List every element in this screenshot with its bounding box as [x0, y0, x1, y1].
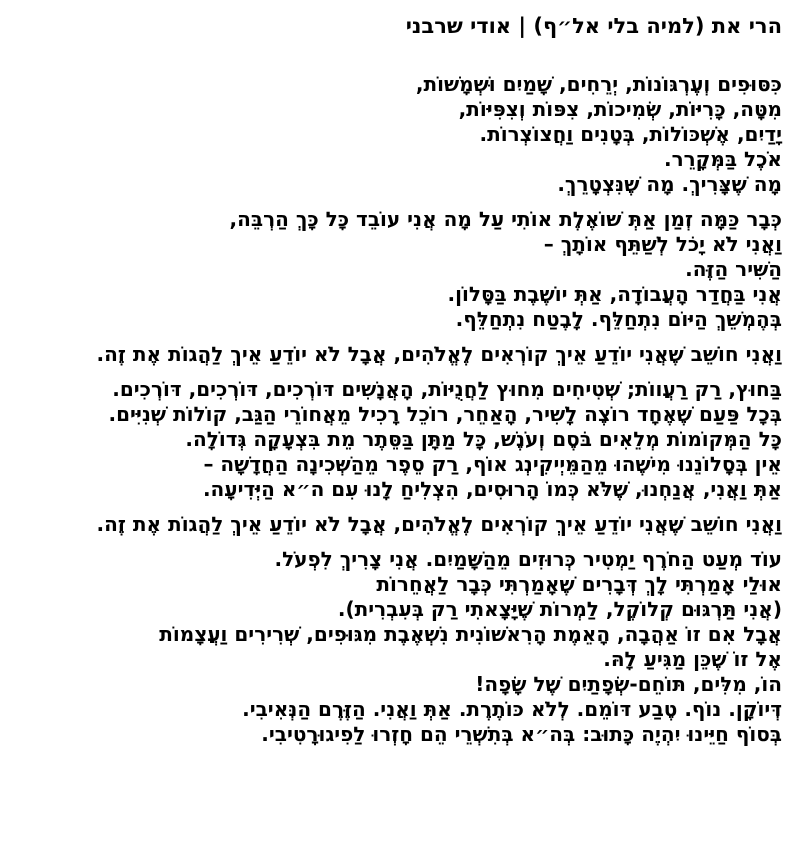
poem-line: הַשִּׁיר הַזֶּה.: [685, 257, 782, 281]
poem-line: אַתְּ וַאֲנִי, אֲנַחְנוּ, שֶׁלֹּא כְּמוֹ הָרוּסִים, הִצְלִיחַ לָנוּ עִם ה״א הַיְּדִיעָה.: [202, 477, 782, 501]
poem-line: בְּהֶמְשֵׁךְ הַיּוֹם נִתְחַלֵּף. לָבֶטַח נִתְחַלֵּף.: [455, 307, 782, 331]
poem-stanza: [14, 547, 782, 747]
poem-line: מִטָּה, כָּרִיּוֹת, שְׂמִיכוֹת, צִפּוֹת וְצִפִּיּוֹת,: [458, 97, 782, 121]
poem-line: הוֹ, מִלִּים, תּוֹחֵם-שְׂפָתַיִם שֶׁל שָׂפָה!: [475, 672, 782, 696]
poem-line: יָדַיִם, אֶשְׁכּוֹלוֹת, בְּטָנִים וַחֲצוֹצְרוֹת.: [479, 122, 782, 146]
poem-line: אֶל זוֹ שֶׁכֵּן מַגִּיעַ לָהּ.: [603, 647, 782, 671]
poem-line: בְּכָל פַּעַם שֶׁאֶחָד רוֹצֶה לָשִׁיר, הָאַחֵר, רוֹכֵל רָכִיל מֵאֲחוֹרֵי הַגַּב, קוֹלוֹת שְׁנִיִּים.: [108, 402, 782, 426]
poem-line: מָה שֶׁצָּרִיךְ. מָה שֶׁנִּצְטָרֵךְ.: [557, 172, 782, 196]
poem-line: בַּחוּץ, רַק רַעֲווֹת; שְׁטִיחִים מִחוּץ לַחֲנֻיּוֹת, הָאֲנָשִׁים דּוֹרְכִים, דּוֹרְכִים, דּוֹרְכִים.: [112, 377, 782, 401]
poem-line: אוּלַי אָמַרְתִּי לָךְ דְּבָרִים שֶׁאָמַרְתִּי כְּבָר לַאֲחֵרוֹת: [376, 572, 782, 596]
poem-line: וַאֲנִי חוֹשֵׁב שֶׁאֲנִי יוֹדֵעַ אֵיךְ קוֹרְאִים לֶאֱלֹהִים, אֲבָל לֹא יוֹדֵעַ אֵיךְ לַהֲגוֹת אֶת זֶה.: [96, 512, 782, 536]
poem-body: [14, 72, 782, 747]
poem-title: הרי את (למיה בלי אל״ף) | אודי שרבני: [405, 14, 782, 38]
poem-line: כִּסּוּפִים וְעֶרְגּוֹנוֹת, יְרֵחִים, שָׁמַיִם וּשְׁמָשׁוֹת,: [415, 72, 782, 96]
poem-line: אֲנִי בַּחֲדַר הָעֲבוֹדָה, אַתְּ יוֹשֶׁבֶת בַּסָּלוֹן.: [447, 282, 782, 306]
poem-stanza: [14, 72, 782, 197]
poem-stanza: [14, 207, 782, 332]
poem-line: אֵין בְּסָלוֹנֵנוּ מִישֶׁהוּ מֵהַמֵּיְיקִינְג אוֹף, רַק סֵפֶר מֵהַשְּׁכִינָה הַחֲדָשָׁה –: [203, 452, 782, 476]
poem-line: אֲבָל אִם זוֹ אַהֲבָה, הָאֵמֶת הָרִאשׁוֹנִית נִשְׁאֶבֶת מִגּוּפִים, שְׁרִירִים וַעֲצָמוֹת: [159, 622, 782, 646]
poem-line: וַאֲנִי חוֹשֵׁב שֶׁאֲנִי יוֹדֵעַ אֵיךְ קוֹרְאִים לֶאֱלֹהִים, אֲבָל לֹא יוֹדֵעַ אֵיךְ לַהֲגוֹת אֶת זֶה.: [96, 342, 782, 366]
poem-stanza: [14, 342, 782, 367]
poem-line: דְּיוֹקָן. נוֹף. טֶבַע דּוֹמֵם. לְלֹא כּוֹתֶרֶת. אַתְּ וַאֲנִי. הַזֶּרֶם הַנְּאִיבִי.: [242, 697, 782, 721]
poem-line: כָּל הַמְּקוֹמוֹת מְלֵאִים בֹּסֶם וְעֹנֶשׁ, כָּל מַתָּן בַּסֵּתֶר מֵת בִּצְעָקָה גְּדוֹלָה.: [185, 427, 782, 451]
poem-stanza: [14, 377, 782, 502]
poem-line: אֹכֶל בַּמְּקָרֵר.: [663, 147, 782, 171]
poem-line: עוֹד מְעַט הַחֹרֶף יַמְטִיר כְּרוּזִים מֵהַשָּׁמַיִם. אֲנִי צָרִיךְ לִפְעֹל.: [274, 547, 782, 571]
poem-stanza: [14, 512, 782, 537]
poem-line: וַאֲנִי לֹא יָכֹל לְשַׁתֵּף אוֹתָךְ –: [543, 232, 782, 256]
poem-line: כְּבָר כַּמָּה זְמַן אַתְּ שׁוֹאֶלֶת אוֹתִי עַל מָה אֲנִי עוֹבֵד כָּל כָּךְ הַרְבֵּה,: [229, 207, 782, 231]
poem-line: (אֲנִי תַּרְגּוּם קְלוֹקֶל, לַמְרוֹת שֶׁיָּצָאתִי רַק בְּעִבְרִית).: [337, 597, 782, 621]
poem-line: בְּסוֹף חַיֵּינוּ יִהְיֶה כָּתוּב: בְּה״א בְּתִשְׁרֵי הֵם חָזְרוּ לַפִיגוּרָטִיבִי.: [261, 722, 782, 746]
